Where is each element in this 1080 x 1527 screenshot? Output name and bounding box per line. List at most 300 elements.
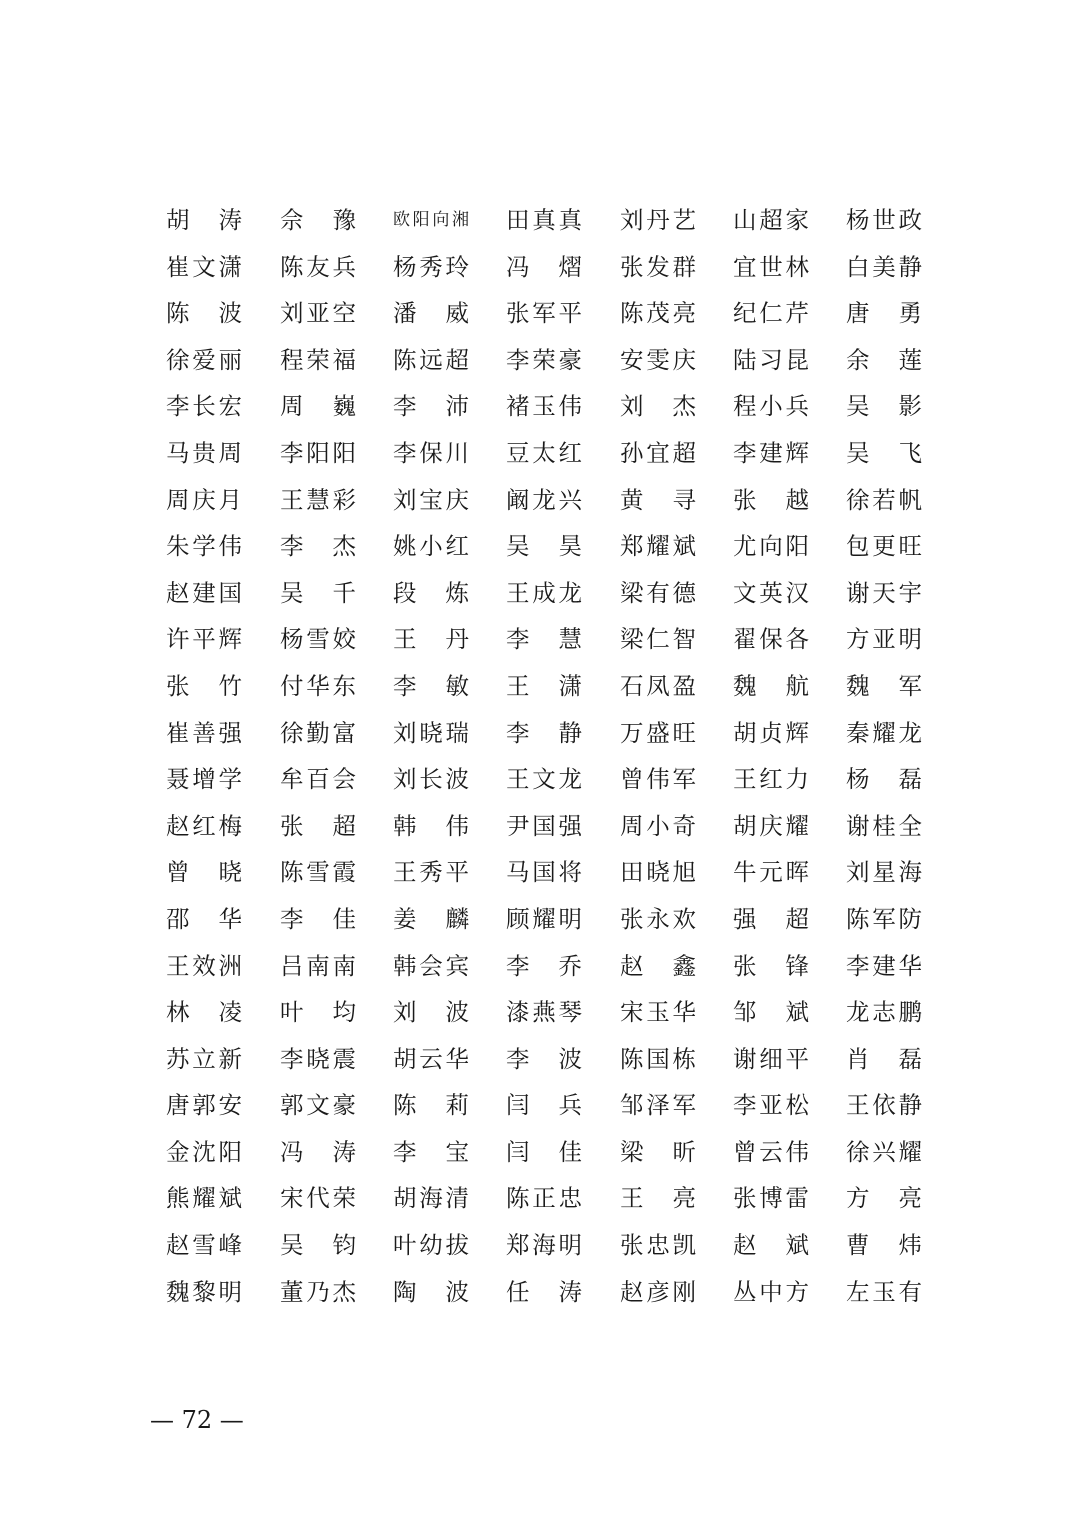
name-character: 吴 bbox=[280, 578, 304, 607]
name-character: 红 bbox=[445, 532, 469, 561]
name-character: 魏 bbox=[846, 671, 870, 700]
name-character: 胡 bbox=[733, 718, 757, 747]
person-name bbox=[393, 803, 469, 850]
name-character: 熠 bbox=[558, 252, 582, 281]
name-character: 盛 bbox=[646, 718, 670, 747]
name-character: 顾 bbox=[506, 904, 530, 933]
name-character: 波 bbox=[558, 1044, 582, 1073]
name-character: 琴 bbox=[558, 998, 582, 1027]
name-character: 兵 bbox=[332, 252, 356, 281]
name-character: 磊 bbox=[898, 765, 922, 794]
name-character: 张 bbox=[733, 951, 757, 980]
person-name bbox=[280, 1036, 356, 1083]
name-character: 云 bbox=[759, 1137, 783, 1166]
name-character: 政 bbox=[898, 206, 922, 234]
name-character: 盈 bbox=[672, 671, 696, 700]
person-name bbox=[166, 896, 242, 943]
name-character: 华 bbox=[218, 904, 242, 933]
person-name bbox=[393, 616, 469, 663]
name-character: 福 bbox=[332, 345, 356, 374]
name-character: 文 bbox=[733, 578, 757, 607]
person-name bbox=[166, 1269, 242, 1316]
person-name bbox=[846, 1222, 922, 1269]
name-row bbox=[166, 244, 926, 291]
person-name bbox=[620, 290, 696, 337]
name-character: 宋 bbox=[280, 1184, 304, 1213]
person-name bbox=[620, 570, 696, 617]
person-name bbox=[166, 430, 242, 477]
person-name bbox=[166, 943, 242, 990]
person-name bbox=[733, 244, 809, 291]
name-character: 影 bbox=[898, 392, 922, 421]
name-character: 付 bbox=[280, 671, 304, 700]
name-character: 华 bbox=[672, 998, 696, 1027]
name-character: 亚 bbox=[872, 625, 896, 654]
name-character: 唐 bbox=[166, 1091, 190, 1120]
name-character: 欢 bbox=[672, 904, 696, 933]
name-character: 松 bbox=[785, 1091, 809, 1120]
person-name bbox=[620, 197, 696, 244]
name-character: 龙 bbox=[558, 578, 582, 607]
name-character: 旺 bbox=[672, 718, 696, 747]
name-character: 发 bbox=[646, 252, 670, 281]
name-row bbox=[166, 663, 926, 710]
name-character: 耀 bbox=[646, 532, 670, 561]
name-row bbox=[166, 803, 926, 850]
name-character: 敏 bbox=[445, 671, 469, 700]
name-character: 荣 bbox=[532, 345, 556, 374]
person-name bbox=[166, 1082, 242, 1129]
name-character: 勤 bbox=[306, 718, 330, 747]
name-character: 真 bbox=[532, 206, 556, 234]
person-name bbox=[393, 477, 469, 524]
person-name bbox=[166, 1036, 242, 1083]
name-character: 余 bbox=[846, 345, 870, 374]
name-character: 李 bbox=[733, 1091, 757, 1120]
name-character: 昊 bbox=[558, 532, 582, 561]
name-character: 胡 bbox=[393, 1184, 417, 1213]
person-name bbox=[393, 1269, 469, 1316]
name-character: 张 bbox=[280, 811, 304, 840]
name-character: 力 bbox=[785, 765, 809, 794]
name-character: 李 bbox=[166, 392, 190, 421]
name-character: 智 bbox=[672, 625, 696, 654]
name-character: 清 bbox=[445, 1184, 469, 1213]
name-character: 梅 bbox=[218, 811, 242, 840]
name-character: 凯 bbox=[672, 1231, 696, 1260]
name-character: 李 bbox=[506, 1044, 530, 1073]
name-character: 晖 bbox=[785, 858, 809, 887]
name-character: 刚 bbox=[672, 1277, 696, 1306]
person-name bbox=[846, 383, 922, 430]
name-character: 强 bbox=[218, 718, 242, 747]
name-character: 辉 bbox=[785, 438, 809, 467]
name-character: 叶 bbox=[393, 1231, 417, 1260]
name-character: 锋 bbox=[785, 951, 809, 980]
name-character: 明 bbox=[218, 1277, 242, 1306]
person-name bbox=[620, 896, 696, 943]
person-name bbox=[393, 523, 469, 570]
name-character: 富 bbox=[332, 718, 356, 747]
name-row bbox=[166, 1129, 926, 1176]
name-character: 陈 bbox=[393, 345, 417, 374]
person-name bbox=[620, 989, 696, 1036]
name-row bbox=[166, 290, 926, 337]
name-character: 邹 bbox=[620, 1091, 644, 1120]
name-character: 雪 bbox=[306, 858, 330, 887]
person-name bbox=[166, 383, 242, 430]
name-character: 斌 bbox=[218, 1184, 242, 1213]
person-name bbox=[846, 290, 922, 337]
name-character: 善 bbox=[192, 718, 216, 747]
name-list-grid bbox=[166, 197, 926, 1315]
person-name bbox=[846, 1175, 922, 1222]
name-character: 陈 bbox=[506, 1184, 530, 1213]
name-character: 曾 bbox=[166, 858, 190, 887]
name-row bbox=[166, 430, 926, 477]
person-name bbox=[280, 1129, 356, 1176]
name-character: 谢 bbox=[846, 811, 870, 840]
name-character: 徐 bbox=[846, 485, 870, 514]
name-character: 亮 bbox=[898, 1184, 922, 1213]
name-character: 静 bbox=[558, 718, 582, 747]
person-name bbox=[620, 337, 696, 384]
name-character: 平 bbox=[785, 1044, 809, 1073]
name-character: 阳 bbox=[412, 210, 430, 230]
name-character: 周 bbox=[620, 811, 644, 840]
person-name bbox=[506, 570, 582, 617]
name-row bbox=[166, 1222, 926, 1269]
person-name bbox=[280, 430, 356, 477]
person-name bbox=[280, 756, 356, 803]
person-name bbox=[506, 1175, 582, 1222]
name-character: 建 bbox=[759, 438, 783, 467]
name-character: 翟 bbox=[733, 625, 757, 654]
name-character: 曾 bbox=[733, 1137, 757, 1166]
name-character: 军 bbox=[672, 765, 696, 794]
name-character: 防 bbox=[898, 904, 922, 933]
person-name bbox=[846, 1269, 922, 1316]
person-name bbox=[166, 663, 242, 710]
name-character: 川 bbox=[445, 438, 469, 467]
name-character: 丛 bbox=[733, 1277, 757, 1306]
name-character: 忠 bbox=[646, 1231, 670, 1260]
name-character: 李 bbox=[506, 718, 530, 747]
name-character: 张 bbox=[620, 1231, 644, 1260]
person-name bbox=[166, 570, 242, 617]
name-character: 玉 bbox=[532, 392, 556, 421]
name-character: 龙 bbox=[558, 765, 582, 794]
person-name bbox=[733, 1129, 809, 1176]
name-row bbox=[166, 896, 926, 943]
name-character: 段 bbox=[393, 578, 417, 607]
name-character: 陈 bbox=[393, 1091, 417, 1120]
name-character: 阳 bbox=[218, 1137, 242, 1166]
name-row bbox=[166, 477, 926, 524]
name-character: 方 bbox=[785, 1277, 809, 1306]
person-name bbox=[733, 523, 809, 570]
name-character: 邹 bbox=[733, 998, 757, 1027]
name-character: 张 bbox=[620, 904, 644, 933]
name-character: 海 bbox=[898, 858, 922, 887]
name-character: 姜 bbox=[393, 904, 417, 933]
name-row bbox=[166, 756, 926, 803]
name-character: 熊 bbox=[166, 1184, 190, 1213]
name-character: 斌 bbox=[785, 1231, 809, 1260]
person-name bbox=[280, 523, 356, 570]
name-character: 星 bbox=[872, 858, 896, 887]
name-character: 牟 bbox=[280, 765, 304, 794]
person-name bbox=[620, 383, 696, 430]
name-character: 长 bbox=[192, 392, 216, 421]
name-character: 向 bbox=[432, 210, 450, 230]
name-character: 雷 bbox=[785, 1184, 809, 1213]
name-character: 欧 bbox=[393, 210, 410, 230]
name-row bbox=[166, 943, 926, 990]
person-name bbox=[733, 803, 809, 850]
name-character: 小 bbox=[419, 532, 443, 561]
person-name bbox=[506, 989, 582, 1036]
name-character: 丹 bbox=[646, 206, 670, 234]
person-name bbox=[620, 663, 696, 710]
name-character: 陈 bbox=[280, 858, 304, 887]
name-character: 赵 bbox=[620, 951, 644, 980]
person-name bbox=[393, 1175, 469, 1222]
name-character: 斌 bbox=[672, 532, 696, 561]
person-name bbox=[166, 849, 242, 896]
person-name bbox=[506, 337, 582, 384]
name-character: 雪 bbox=[192, 1231, 216, 1260]
name-character: 辉 bbox=[218, 625, 242, 654]
name-character: 习 bbox=[759, 345, 783, 374]
person-name bbox=[506, 523, 582, 570]
name-character: 威 bbox=[445, 299, 469, 328]
name-character: 立 bbox=[192, 1044, 216, 1073]
name-character: 涛 bbox=[558, 1277, 582, 1306]
name-character: 宾 bbox=[445, 951, 469, 980]
name-character: 千 bbox=[332, 578, 356, 607]
person-name bbox=[846, 943, 922, 990]
person-name bbox=[620, 849, 696, 896]
name-character: 全 bbox=[898, 811, 922, 840]
name-character: 晓 bbox=[218, 858, 242, 887]
name-character: 明 bbox=[558, 904, 582, 933]
name-character: 郑 bbox=[506, 1231, 530, 1260]
person-name bbox=[393, 1036, 469, 1083]
person-name bbox=[846, 430, 922, 477]
person-name bbox=[393, 197, 469, 244]
name-character: 贞 bbox=[759, 718, 783, 747]
name-character: 纪 bbox=[733, 299, 757, 328]
name-character: 王 bbox=[846, 1091, 870, 1120]
name-character: 东 bbox=[332, 671, 356, 700]
person-name bbox=[280, 337, 356, 384]
name-character: 艺 bbox=[672, 206, 696, 234]
person-name bbox=[506, 1222, 582, 1269]
person-name bbox=[846, 570, 922, 617]
person-name bbox=[393, 570, 469, 617]
name-character: 家 bbox=[785, 206, 809, 234]
name-character: 程 bbox=[280, 345, 304, 374]
name-character: 永 bbox=[646, 904, 670, 933]
person-name bbox=[506, 1036, 582, 1083]
name-character: 郭 bbox=[192, 1091, 216, 1120]
name-character: 叶 bbox=[280, 998, 304, 1027]
name-character: 崔 bbox=[166, 252, 190, 281]
page-number-footer: — 72 — bbox=[150, 1406, 244, 1434]
name-character: 冯 bbox=[280, 1137, 304, 1166]
person-name bbox=[506, 290, 582, 337]
person-name bbox=[620, 1269, 696, 1316]
name-character: 沛 bbox=[445, 392, 469, 421]
name-character: 宋 bbox=[620, 998, 644, 1027]
name-character: 姚 bbox=[393, 532, 417, 561]
name-character: 陈 bbox=[280, 252, 304, 281]
person-name bbox=[166, 290, 242, 337]
person-name bbox=[506, 244, 582, 291]
name-character: 美 bbox=[872, 252, 896, 281]
name-character: 湘 bbox=[451, 210, 469, 230]
name-character: 友 bbox=[306, 252, 330, 281]
name-character: 丹 bbox=[445, 625, 469, 654]
name-character: 霞 bbox=[332, 858, 356, 887]
person-name bbox=[280, 616, 356, 663]
name-character: 兵 bbox=[785, 392, 809, 421]
person-name bbox=[846, 523, 922, 570]
person-name bbox=[393, 756, 469, 803]
name-character: 云 bbox=[419, 1044, 443, 1073]
person-name bbox=[166, 803, 242, 850]
name-character: 尹 bbox=[506, 811, 530, 840]
name-row bbox=[166, 1175, 926, 1222]
name-character: 会 bbox=[419, 951, 443, 980]
name-character: 将 bbox=[558, 858, 582, 887]
name-character: 英 bbox=[759, 578, 783, 607]
name-character: 田 bbox=[620, 858, 644, 887]
name-character: 孙 bbox=[620, 438, 644, 467]
name-character: 拔 bbox=[445, 1231, 469, 1260]
name-character: 阚 bbox=[506, 485, 530, 514]
person-name bbox=[393, 710, 469, 757]
name-row bbox=[166, 523, 926, 570]
name-character: 王 bbox=[393, 625, 417, 654]
name-character: 宝 bbox=[419, 485, 443, 514]
name-character: 闫 bbox=[506, 1137, 530, 1166]
person-name bbox=[166, 616, 242, 663]
name-character: 阳 bbox=[306, 438, 330, 467]
person-name bbox=[280, 383, 356, 430]
name-character: 佳 bbox=[558, 1137, 582, 1166]
name-character: 唐 bbox=[846, 299, 870, 328]
name-character: 静 bbox=[898, 252, 922, 281]
name-character: 赵 bbox=[166, 1231, 190, 1260]
name-character: 元 bbox=[759, 858, 783, 887]
name-character: 越 bbox=[785, 485, 809, 514]
name-character: 文 bbox=[532, 765, 556, 794]
name-character: 陶 bbox=[393, 1277, 417, 1306]
name-character: 耀 bbox=[785, 811, 809, 840]
name-character: 南 bbox=[332, 951, 356, 980]
name-character: 海 bbox=[419, 1184, 443, 1213]
name-character: 贵 bbox=[192, 438, 216, 467]
name-character: 宇 bbox=[898, 578, 922, 607]
name-character: 群 bbox=[672, 252, 696, 281]
name-row bbox=[166, 1036, 926, 1083]
name-character: 航 bbox=[785, 671, 809, 700]
name-character: 建 bbox=[192, 578, 216, 607]
person-name bbox=[166, 197, 242, 244]
name-character: 赵 bbox=[733, 1231, 757, 1260]
person-name bbox=[620, 616, 696, 663]
name-character: 方 bbox=[846, 625, 870, 654]
name-character: 郑 bbox=[620, 532, 644, 561]
name-character: 豆 bbox=[506, 438, 530, 467]
name-character: 强 bbox=[733, 904, 757, 933]
name-character: 亚 bbox=[306, 299, 330, 328]
person-name bbox=[166, 337, 242, 384]
name-character: 超 bbox=[672, 438, 696, 467]
name-character: 军 bbox=[872, 904, 896, 933]
person-name bbox=[620, 244, 696, 291]
person-name bbox=[620, 710, 696, 757]
name-character: 龙 bbox=[532, 485, 556, 514]
name-character: 潇 bbox=[218, 252, 242, 281]
person-name bbox=[166, 1175, 242, 1222]
name-character: 吕 bbox=[280, 951, 304, 980]
name-character: 超 bbox=[785, 904, 809, 933]
name-character: 陈 bbox=[620, 299, 644, 328]
name-character: 超 bbox=[332, 811, 356, 840]
name-character: 张 bbox=[733, 485, 757, 514]
person-name bbox=[506, 710, 582, 757]
name-character: 耀 bbox=[872, 718, 896, 747]
name-character: 伟 bbox=[558, 392, 582, 421]
name-character: 李 bbox=[733, 438, 757, 467]
name-character: 崔 bbox=[166, 718, 190, 747]
name-character: 建 bbox=[872, 951, 896, 980]
name-row bbox=[166, 383, 926, 430]
name-character: 李 bbox=[393, 392, 417, 421]
name-character: 茂 bbox=[646, 299, 670, 328]
name-character: 向 bbox=[759, 532, 783, 561]
name-character: 谢 bbox=[733, 1044, 757, 1073]
name-character: 赵 bbox=[620, 1277, 644, 1306]
name-row bbox=[166, 616, 926, 663]
name-character: 杰 bbox=[672, 392, 696, 421]
name-character: 潘 bbox=[393, 299, 417, 328]
name-character: 效 bbox=[192, 951, 216, 980]
name-character: 宜 bbox=[733, 252, 757, 281]
name-character: 军 bbox=[532, 299, 556, 328]
name-character: 若 bbox=[872, 485, 896, 514]
person-name bbox=[166, 756, 242, 803]
person-name bbox=[393, 244, 469, 291]
name-character: 庆 bbox=[759, 811, 783, 840]
person-name bbox=[846, 710, 922, 757]
name-character: 杰 bbox=[332, 1277, 356, 1306]
name-character: 波 bbox=[445, 765, 469, 794]
person-name bbox=[506, 616, 582, 663]
name-character: 赵 bbox=[166, 811, 190, 840]
person-name bbox=[620, 523, 696, 570]
name-character: 波 bbox=[218, 299, 242, 328]
person-name bbox=[166, 477, 242, 524]
name-character: 许 bbox=[166, 625, 190, 654]
name-character: 杰 bbox=[332, 532, 356, 561]
name-row bbox=[166, 1082, 926, 1129]
person-name bbox=[733, 1222, 809, 1269]
name-character: 平 bbox=[558, 299, 582, 328]
